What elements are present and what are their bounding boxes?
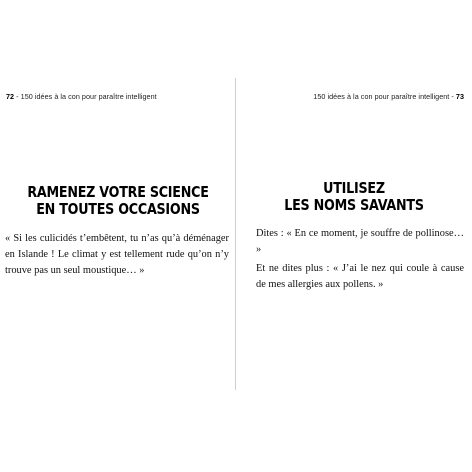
right-headline-line1: UTILISEZ [323, 179, 385, 197]
left-running-head [6, 92, 157, 101]
right-page-number: 73 [455, 92, 464, 101]
left-headline-line1: RAMENEZ VOTRE SCIENCE [27, 183, 209, 201]
left-paragraph: « Si les culicidés t’embêtent, tu n’as qu’à déménager en Islande ! Le climat y est tellement rude qu’on n’y trouve pas un seul moustique… » [5, 233, 229, 276]
left-running-title: - 150 idées à la con pour paraître intelligent [14, 92, 157, 101]
right-page [236, 0, 472, 472]
right-headline-line2: LES NOMS SAVANTS [284, 196, 424, 214]
right-running-head [313, 92, 464, 101]
right-headline [257, 180, 451, 214]
right-paragraph-1: Dites : « En ce moment, je souffre de pollinose… » [256, 228, 464, 255]
left-headline-line2: EN TOUTES OCCASIONS [36, 200, 200, 218]
right-body-text [256, 226, 464, 296]
left-page-number: 72 [6, 92, 15, 101]
left-headline [21, 184, 215, 218]
left-body-text [5, 231, 229, 282]
right-running-title: 150 idées à la con pour paraître intelligent - [313, 92, 456, 101]
right-paragraph-2: Et ne dites plus : « J’ai le nez qui coule à cause de mes allergies aux pollens. » [256, 263, 464, 290]
